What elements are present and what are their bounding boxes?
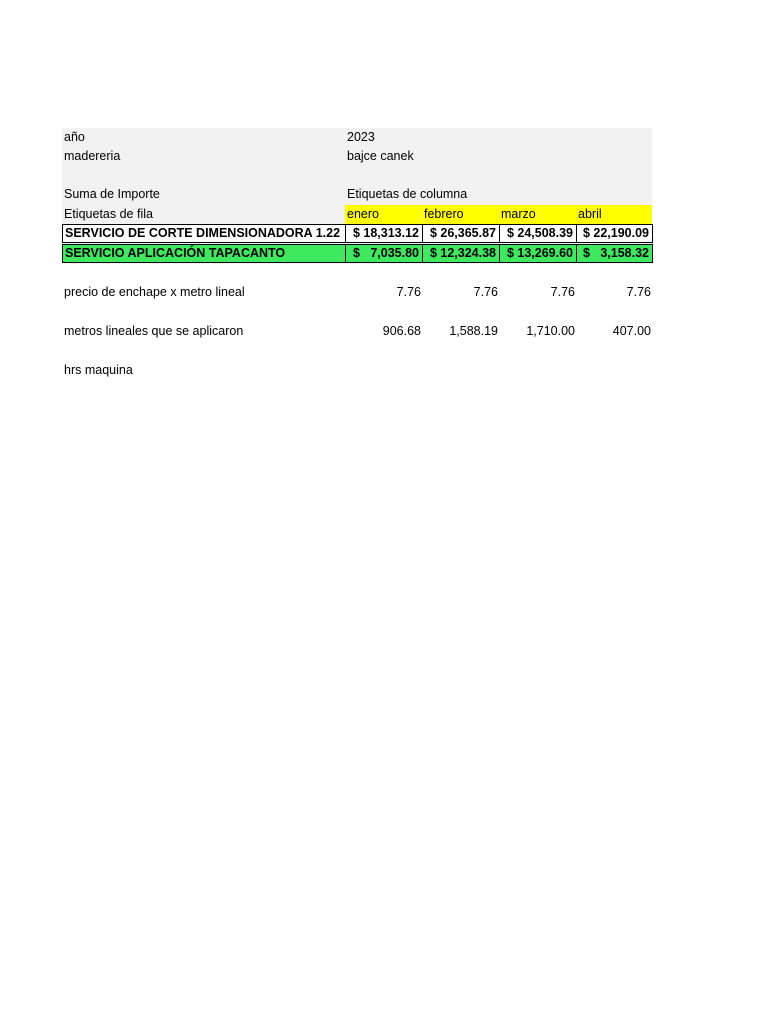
column-labels-caption[interactable]: Etiquetas de columna xyxy=(347,187,468,201)
table-cell[interactable]: $ 26,365.87 xyxy=(422,224,500,243)
meters-row-label[interactable]: metros lineales que se aplicaron xyxy=(64,324,244,338)
month-header-abril[interactable]: abril xyxy=(576,205,652,224)
table-cell[interactable]: 7.76 xyxy=(473,285,498,299)
filter-year-value[interactable]: 2023 xyxy=(347,130,375,144)
machine-hours-row-label[interactable]: hrs maquina xyxy=(64,363,133,377)
row-label-tapacanto[interactable]: SERVICIO APLICACIÓN TAPACANTO xyxy=(62,244,346,263)
table-cell[interactable]: 906.68 xyxy=(382,324,421,338)
table-cell[interactable]: $ 18,313.12 xyxy=(345,224,423,243)
table-cell[interactable]: $ 7,035.80 xyxy=(345,244,423,263)
row-label-corte[interactable]: SERVICIO DE CORTE DIMENSIONADORA 1.22 xyxy=(62,224,346,243)
table-cell[interactable]: $ 3,158.32 xyxy=(576,244,653,263)
row-labels-caption[interactable]: Etiquetas de fila xyxy=(64,207,153,221)
filter-lumberyard-label[interactable]: madereria xyxy=(64,149,121,163)
table-cell[interactable]: 1,588.19 xyxy=(449,324,498,338)
month-header-marzo[interactable]: marzo xyxy=(499,205,576,224)
filter-lumberyard-value[interactable]: bajce canek xyxy=(347,149,414,163)
table-cell[interactable]: 7.76 xyxy=(396,285,421,299)
table-cell[interactable]: $ 22,190.09 xyxy=(576,224,653,243)
table-cell[interactable]: 407.00 xyxy=(612,324,651,338)
filter-year-label[interactable]: año xyxy=(64,130,85,144)
table-cell[interactable]: 1,710.00 xyxy=(526,324,575,338)
month-header-febrero[interactable]: febrero xyxy=(422,205,499,224)
table-cell[interactable]: 7.76 xyxy=(626,285,651,299)
month-header-enero[interactable]: enero xyxy=(345,205,422,224)
table-cell[interactable]: $ 13,269.60 xyxy=(499,244,577,263)
price-row-label[interactable]: precio de enchape x metro lineal xyxy=(64,285,245,299)
table-cell[interactable]: 7.76 xyxy=(550,285,575,299)
values-field-label[interactable]: Suma de Importe xyxy=(64,187,160,201)
table-cell[interactable]: $ 12,324.38 xyxy=(422,244,500,263)
table-cell[interactable]: $ 24,508.39 xyxy=(499,224,577,243)
